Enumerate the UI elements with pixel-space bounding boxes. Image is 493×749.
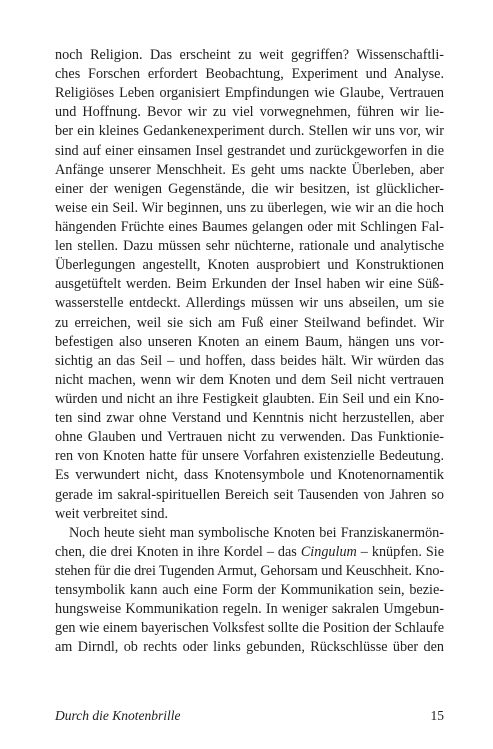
text-line: sind auf einer einsamen Insel gestrandet und zurückgeworfen in die	[55, 142, 444, 159]
text-line: würden und nicht an ihre Festigkeit glaubten. Ein Seil und ein Kno-	[55, 390, 444, 407]
latin-term: Cingulum	[300, 543, 357, 560]
text-line: Religiöses Leben organisiert Empfindungen wie Glaube, Vertrauen	[55, 85, 444, 102]
running-title: Durch die Knotenbrille	[55, 708, 181, 723]
text-line: stehen für die drei Tugenden Armut, Gehorsam und Keuschheit. Kno-	[55, 562, 444, 579]
text-line: Überlegungen angestellt, Knoten ausprobiert und Konstruktionen	[55, 257, 444, 274]
text-fragment: chen, die drei Knoten in ihre Kordel – das	[55, 543, 301, 560]
text-line: wasserstelle entdeckt. Allerdings müssen wir uns abseilen, um sie	[55, 295, 444, 312]
text-line: und Hoffnung. Bevor wir zu viel vorwegnehmen, führen wir lie-	[55, 104, 444, 121]
text-line: ren von Knoten hatte für unsere Vorfahren existenzielle Bedeutung.	[55, 448, 444, 465]
text-line: am Dirndl, ob rechts oder links gebunden, Rückschlüsse über den	[55, 639, 444, 656]
text-line: ber ein kleines Gedankenexperiment durch. Stellen wir uns vor, wir	[55, 123, 444, 140]
text-line: Anfänge unserer Menschheit. Es geht ums nackte Überleben, aber	[55, 161, 444, 178]
body-text	[55, 46, 444, 658]
page-footer	[55, 706, 444, 726]
text-line: ohne Glauben und Vertrauen nicht zu verwenden. Das Funktionie-	[55, 429, 444, 446]
text-line: zu erreichen, weil sie sich am Fuß einer Steilwand befindet. Wir	[55, 314, 444, 331]
text-line: gerade im sakral-spirituellen Bereich seit Tausenden von Jahren so	[55, 486, 444, 503]
text-line: gen wie einem bayerischen Volksfest sollte die Position der Schlaufe	[55, 620, 444, 637]
paragraph	[55, 524, 444, 658]
text-line: hungsweise Kommunikation regeln. In weniger sakralen Umgebun-	[55, 601, 444, 618]
text-line: sichtig an das Seil – und hoffen, dass beides hält. Wir würden das	[55, 352, 444, 369]
text-line: einer der wenigen Gegenstände, die wir besitzen, ist glücklicher-	[55, 180, 444, 197]
text-line: weit verbreitet sind.	[55, 505, 169, 522]
text-fragment: – knüpfen. Sie	[356, 543, 445, 560]
page-number: 15	[430, 708, 444, 723]
text-line: weise ein Seil. Wir beginnen, uns zu überlegen, wie wir an die hoch	[55, 199, 444, 216]
text-line: len stellen. Dazu müssen sehr nüchterne, rationale und analytische	[55, 238, 444, 255]
paragraph	[55, 46, 444, 524]
text-line: Noch heute sieht man symbolische Knoten bei Franziskanermön-	[69, 524, 444, 541]
text-line: ausgetüftelt werden. Beim Erkunden der Insel haben wir eine Süß-	[55, 276, 444, 293]
text-line	[55, 543, 444, 562]
text-line: ten sind zwar ohne Verstand und Kenntnis nicht herzustellen, aber	[55, 410, 444, 427]
text-line: nicht machen, wenn wir dem Knoten und dem Seil nicht vertrauen	[55, 371, 444, 388]
text-line: ches Forschen erfordert Beobachtung, Experiment und Analyse.	[55, 66, 444, 83]
text-line: tensymbolik kann auch eine Form der Kommunikation sein, bezie-	[55, 582, 444, 599]
text-line: Es verwundert nicht, dass Knotensymbole und Knotenornamentik	[55, 467, 444, 484]
text-line: befestigen also unseren Knoten an einem Baum, hängen uns vor-	[55, 333, 444, 350]
text-line: noch Religion. Das erscheint zu weit gegriffen? Wissenschaftli-	[55, 47, 444, 63]
text-line: hängenden Früchte eines Baumes gelangen oder mit Schlingen Fal-	[55, 218, 444, 235]
